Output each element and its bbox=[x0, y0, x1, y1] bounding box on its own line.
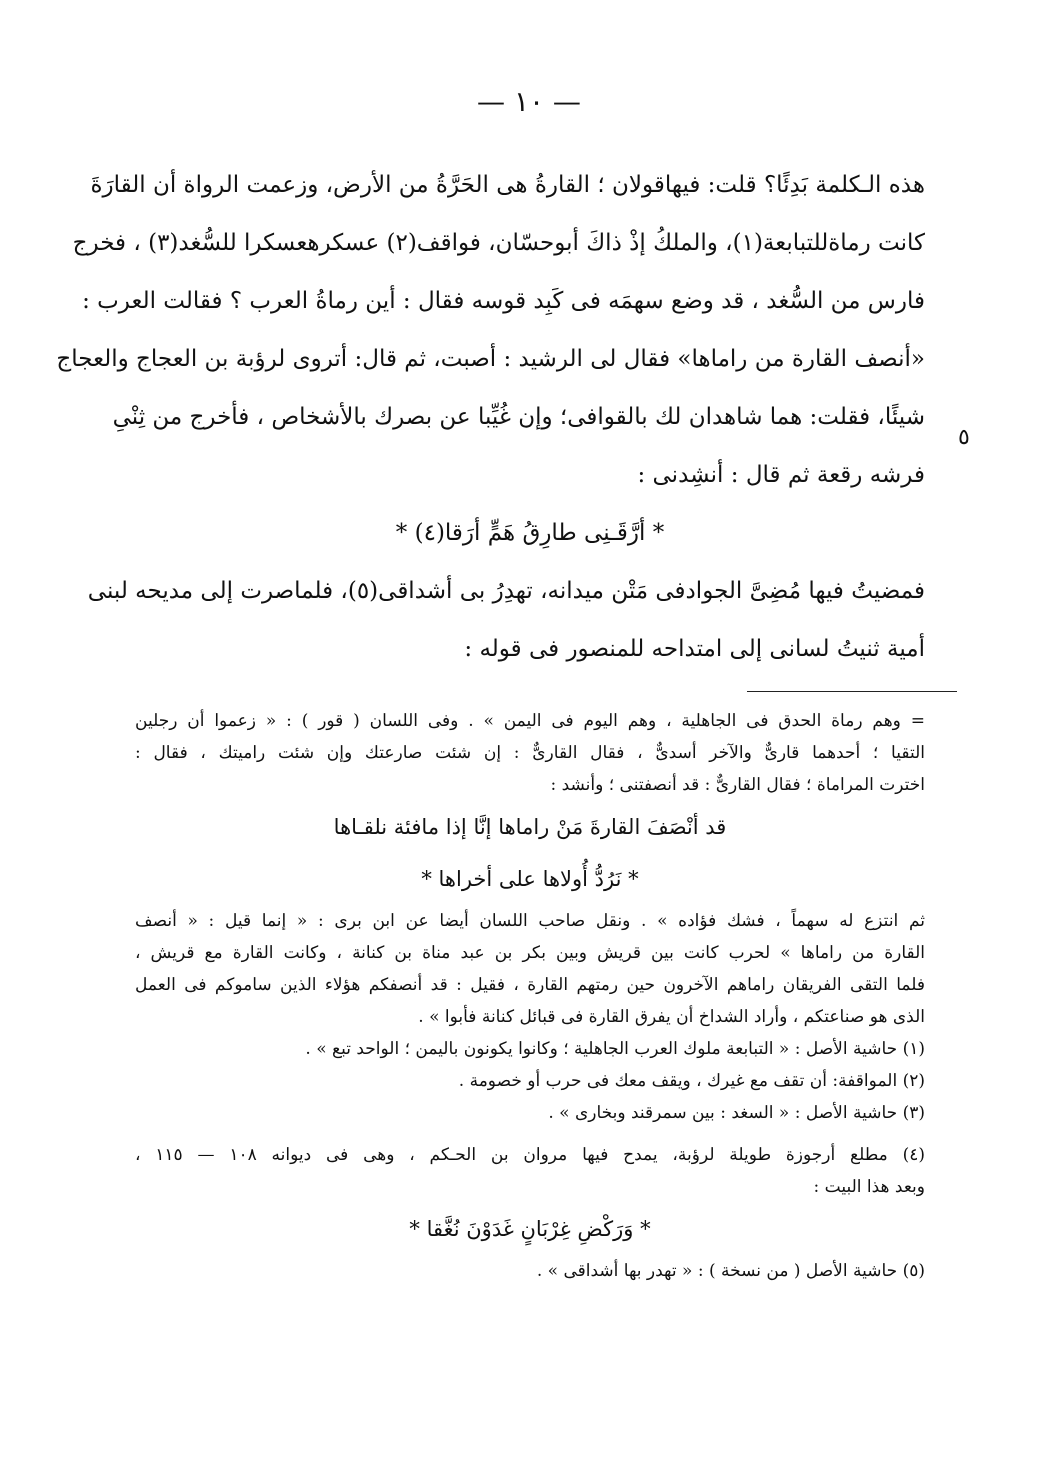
main-line: كانت رماةللتبابعة(١)، والملكُ إذْ ذاكَ أبوحسّان، فواقف(٢) عسكرهعسكرا للسُّغد(٣) ، فخرج bbox=[72, 230, 925, 256]
main-line: هذه الـكلمة بَدِئًا؟ قلت: فيهاقولان ؛ القارةُ هى الحَرَّةُ من الأرض، وزعمت الرواة أن القارَةَ bbox=[90, 172, 925, 198]
footnote-verse: * وَرَكْضِ غِرْبَانٍ غَدَوْنَ نُغَّقا * bbox=[409, 1217, 651, 1241]
footnote-line: الذى هو صناعتكم ، وأراد الشداخ أن يفرق القارة فى قبائل كنانة فأبوا » . bbox=[418, 1007, 925, 1027]
spacer bbox=[135, 1129, 925, 1139]
footnotes bbox=[135, 705, 925, 1287]
footnote-verse: * نَرُدُّ أُولاها على أخراها * bbox=[421, 867, 639, 891]
page-number: — ١٠ — bbox=[477, 85, 581, 118]
note-4: (٤) مطلع أرجوزة طويلة لرؤبة، يمدح فيها مروان بن الحـكم ، وهى فى ديوانه ١٠٨ — ١١٥ ، bbox=[135, 1145, 925, 1165]
line-margin-number: ٥ bbox=[958, 425, 970, 450]
footnote-line: ثم انتزع له سهماً ، فشك فؤاده » . ونقل صاحب اللسان أيضا عن ابن برى : « إنما قيل : « أنصف bbox=[135, 911, 925, 931]
footnote-line: = وهم رماة الحدق فى الجاهلية ، وهم اليوم فى اليمن » . وفى اللسان ( قور ) : « زعموا أن رجلين bbox=[135, 711, 925, 731]
main-line: شيئًا، فقلت: هما شاهدان لك بالقوافى؛ وإن غُيِّبا عن بصرك بالأشخاص ، فأخرج من ثِنْىِ bbox=[112, 404, 925, 430]
footnote-line: فلما التقى الفريقان راماهم الآخرون حين رمتهم القارة ، فقيل : قد أنصفكم هؤلاء الذين ساموكم فى العمل bbox=[135, 975, 925, 995]
verse-line: * أرَّقَـنِى طارِقُ هَمٍّ أرَقا(٤) * bbox=[395, 520, 665, 546]
footnote-line: التقيا ؛ أحدهما قارىٌّ والآخر أسدىٌّ ، فقال القارىٌّ : إن شئت صارعتك وإن شئت راميتك ، فقال : bbox=[135, 743, 925, 763]
main-text bbox=[56, 165, 925, 687]
footnote-verse: قد أنْصَفَ القارةَ مَنْ راماها إنَّا إذا مافئة نلقـاها bbox=[333, 815, 727, 839]
main-line: فمضيتُ فيها مُضِىَّ الجوادفى مَتْن ميدانه، تهدِرُ بى أشداقى(٥)، فلماصرت إلى مديحه لبنى bbox=[87, 578, 925, 604]
main-line: أمية ثنيتُ لسانى إلى امتداحه للمنصور فى قوله : bbox=[464, 636, 925, 662]
footnote-line: اخترت المراماة ؛ فقال القارىٌّ : قد أنصفتنى ؛ وأنشد : bbox=[550, 775, 925, 795]
note-3: (٣) حاشية الأصل : « السغد : بين سمرقند وبخارى » . bbox=[548, 1103, 925, 1123]
main-line: «أنصف القارة من راماها» فقال لى الرشيد : أصبت، ثم قال: أتروى لرؤبة بن العجاج والعجاج bbox=[56, 346, 925, 372]
note-2: (٢) المواقفة: أن تقف مع غيرك ، ويقف معك فى حرب أو خصومة . bbox=[458, 1071, 925, 1091]
note-1: (١) حاشية الأصل : « التبابعة ملوك العرب الجاهلية ؛ وكانوا يكونون باليمن ؛ الواحد تبع » . bbox=[305, 1039, 925, 1059]
note-5: (٥) حاشية الأصل ( من نسخة ) : « تهدر بها أشداقى » . bbox=[536, 1261, 925, 1281]
note-4-continued: وبعد هذا البيت : bbox=[813, 1177, 925, 1197]
footnote-separator bbox=[747, 691, 957, 692]
main-line: فارس من السُّغد ، قد وضع سهمَه فى كَبِد قوسه فقال : أين رماةُ العرب ؟ فقالت العرب : bbox=[82, 288, 925, 314]
main-line: فرشه رقعة ثم قال : أنشِدنى : bbox=[637, 462, 925, 488]
footnote-line: القارة من راماها » لحرب كانت بين قريش وبين بكر بن عبد مناة بن كنانة ، وكانت القارة مع قريش ، bbox=[135, 943, 925, 963]
